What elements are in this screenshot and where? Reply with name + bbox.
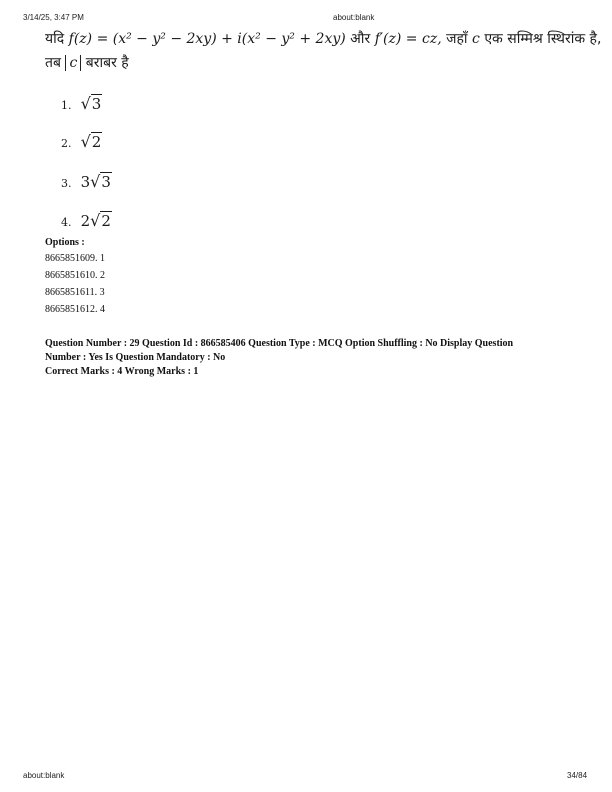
modulus-c: c <box>65 55 81 71</box>
print-url: about:blank <box>333 13 375 22</box>
sqrt-symbol: √3 <box>80 94 102 113</box>
option-4 <box>61 211 112 230</box>
constant-c: c <box>472 31 480 47</box>
option-3 <box>61 172 112 191</box>
options-label: Options : <box>45 237 85 248</box>
meta-line-3: Correct Marks : 4 Wrong Marks : 1 <box>45 366 199 377</box>
derivative-expression: f′(z) = cz, <box>374 31 442 47</box>
option-radicand: 2 <box>101 212 111 230</box>
option-number: 3. <box>61 177 72 190</box>
question-where: जहाँ <box>446 31 468 47</box>
question-meta <box>45 337 513 379</box>
option-coefficient: 2 <box>80 212 91 230</box>
option-2 <box>61 132 102 151</box>
page-number: 34/84 <box>567 771 588 780</box>
meta-line-1: Question Number : 29 Question Id : 866585406 Question Type : MCQ Option Shuffling : No Display Question <box>45 338 514 349</box>
option-id-4: 8665851612. 4 <box>45 304 105 315</box>
option-number: 1. <box>61 99 72 112</box>
question-equals: बराबर है <box>85 55 129 71</box>
question-complex-constant: एक सम्मिश्र स्थिरांक है, <box>484 31 602 47</box>
footer-url: about:blank <box>23 771 65 780</box>
option-id-2: 8665851610. 2 <box>45 270 105 281</box>
option-id-3: 8665851611. 3 <box>45 287 105 298</box>
option-radicand: 3 <box>91 95 102 113</box>
question-and: और <box>350 31 371 47</box>
function-expression: f(z) = (x² − y² − 2xy) + i(x² − y² + 2xy) <box>68 31 346 47</box>
option-number: 4. <box>61 216 72 229</box>
option-radicand: 3 <box>101 173 111 191</box>
sqrt-symbol: √3 <box>90 172 111 191</box>
question-line-1 <box>45 29 601 48</box>
question-then: तब <box>45 55 61 71</box>
meta-line-2: Number : Yes Is Question Mandatory : No <box>45 352 226 363</box>
option-coefficient: 3 <box>80 173 91 191</box>
question-line-2 <box>45 53 129 72</box>
sqrt-symbol: √2 <box>80 132 102 151</box>
option-number: 2. <box>61 137 72 150</box>
option-radicand: 2 <box>91 133 102 151</box>
sqrt-symbol: √2 <box>90 211 111 230</box>
option-1 <box>61 94 102 113</box>
print-datetime: 3/14/25, 3:47 PM <box>23 13 84 22</box>
question-prefix: यदि <box>45 31 65 47</box>
option-id-1: 8665851609. 1 <box>45 253 105 264</box>
